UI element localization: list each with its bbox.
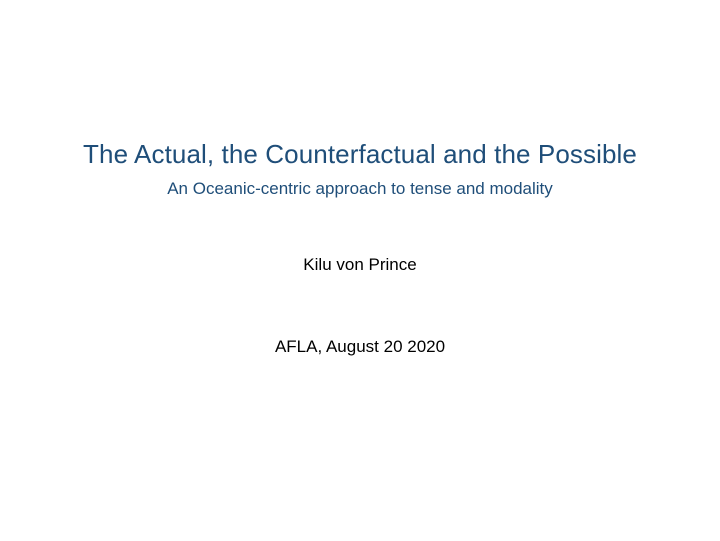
presentation-subtitle: An Oceanic-centric approach to tense and modality xyxy=(167,179,553,198)
event-date: AFLA, August 20 2020 xyxy=(274,337,446,356)
presentation-title: The Actual, the Counterfactual and the Possible xyxy=(83,139,637,169)
author-name: Kilu von Prince xyxy=(303,255,417,274)
